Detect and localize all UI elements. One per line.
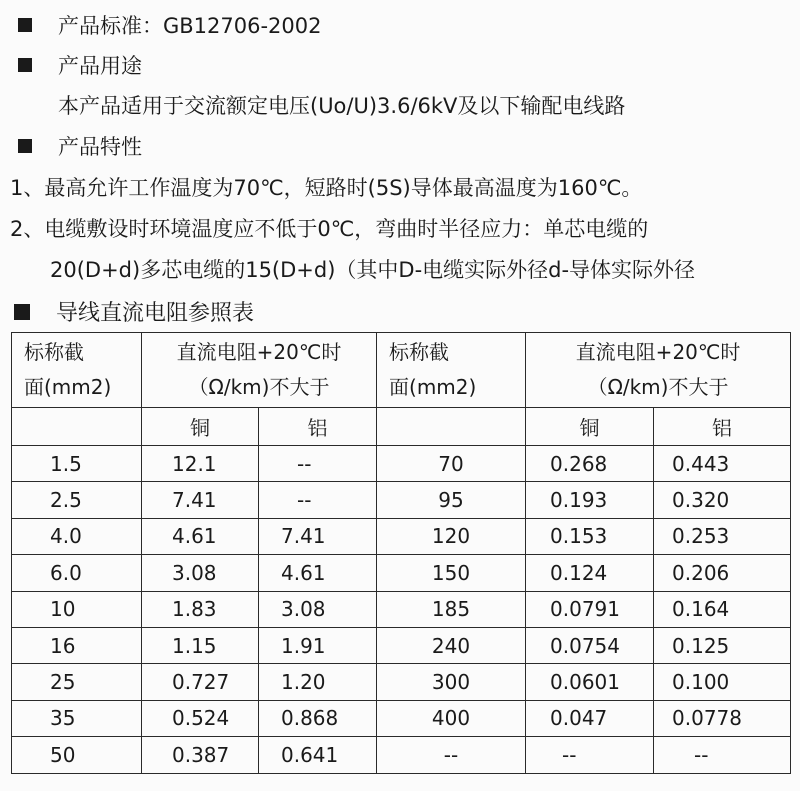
cell-s2: 120 [377,518,526,554]
header-aluminum-1: 铝 [259,408,377,446]
usage-heading-line [18,50,142,80]
table-row [12,591,791,627]
cell-cu2: 0.0601 [526,664,654,700]
bullet-square-icon [18,139,32,153]
cell-s2: 400 [377,700,526,736]
cell-cu1: 0.387 [142,737,259,773]
cell-al2: 0.125 [654,627,791,663]
cell-cu2: 0.0754 [526,627,654,663]
header-section-1 [12,333,142,408]
header-copper-1: 铜 [142,408,259,446]
cell-s2: 150 [377,555,526,591]
cell-s1: 4.0 [12,518,142,554]
cell-cu1: 3.08 [142,555,259,591]
cell-s2: 240 [377,627,526,663]
cell-al2: 0.0778 [654,700,791,736]
cell-cu1: 1.15 [142,627,259,663]
cell-s1: 16 [12,627,142,663]
cell-cu2: 0.193 [526,482,654,518]
cell-al1: 4.61 [259,555,377,591]
cell-al1: 7.41 [259,518,377,554]
cell-al2: 0.100 [654,664,791,700]
standard-text: 产品标准：GB12706-2002 [58,14,322,38]
cell-cu2: 0.0791 [526,591,654,627]
cell-cu2: 0.124 [526,555,654,591]
cell-s1: 35 [12,700,142,736]
cell-al1: 0.868 [259,700,377,736]
cell-al2: 0.320 [654,482,791,518]
cell-al1: 0.641 [259,737,377,773]
table-heading-line [14,296,254,327]
cell-al2: 0.206 [654,555,791,591]
cell-al2: 0.164 [654,591,791,627]
cell-cu1: 0.524 [142,700,259,736]
feature-2-continued: 20(D+d)多芯电缆的15(D+d)（其中D-电缆实际外径d-导体实际外径 [50,258,696,282]
header-aluminum-2: 铝 [654,408,791,446]
cell-s2: 70 [377,446,526,482]
header-resistance-1-line2: （Ω/km)不大于 [188,375,330,399]
table-row [12,555,791,591]
header-section-2-line1: 标称截 [389,340,450,364]
cell-cu2: 0.047 [526,700,654,736]
cell-s2: 300 [377,664,526,700]
table-row [12,482,791,518]
header-section-1-line2: 面(mm2) [24,375,112,399]
cell-s1: 50 [12,737,142,773]
resistance-table [11,332,791,774]
cell-cu1: 12.1 [142,446,259,482]
cell-s1: 25 [12,664,142,700]
header-blank-1 [12,408,142,446]
header-copper-2: 铜 [526,408,654,446]
feature-1: 1、最高允许工作温度为70℃，短路时(5S)导体最高温度为160℃。 [10,176,643,200]
usage-text: 本产品适用于交流额定电压(Uo/U)3.6/6kV及以下输配电线路 [58,94,626,118]
features-heading: 产品特性 [58,135,142,159]
cell-cu2: 0.153 [526,518,654,554]
cell-al1: 1.20 [259,664,377,700]
header-resistance-1 [142,333,377,408]
cell-s1: 6.0 [12,555,142,591]
cell-s1: 1.5 [12,446,142,482]
cell-al2: 0.253 [654,518,791,554]
header-blank-2 [377,408,526,446]
header-section-1-line1: 标称截 [24,340,84,364]
header-resistance-2-line2: （Ω/km)不大于 [587,375,729,399]
header-resistance-2-line1: 直流电阻+20℃时 [575,340,741,364]
usage-heading: 产品用途 [58,54,142,78]
table-row [12,737,791,773]
bullet-square-icon [18,18,32,32]
cell-cu2: -- [526,737,654,773]
cell-al2: -- [654,737,791,773]
table-row [12,700,791,736]
cell-al1: 3.08 [259,591,377,627]
table-heading: 导线直流电阻参照表 [56,301,255,326]
table-row [12,664,791,700]
table-row [12,627,791,663]
standard-line [18,10,322,40]
cell-al1: -- [259,482,377,518]
cell-cu2: 0.268 [526,446,654,482]
table-row [12,446,791,482]
header-resistance-1-line1: 直流电阻+20℃时 [176,340,342,364]
header-section-2-line2: 面(mm2) [389,375,477,399]
bullet-square-icon [18,58,32,72]
features-heading-line [18,131,142,161]
cell-s1: 2.5 [12,482,142,518]
header-resistance-2 [526,333,791,408]
cell-s1: 10 [12,591,142,627]
cell-s2: 185 [377,591,526,627]
cell-cu1: 4.61 [142,518,259,554]
cell-al1: 1.91 [259,627,377,663]
cell-s2: -- [377,737,526,773]
cell-s2: 95 [377,482,526,518]
cell-cu1: 7.41 [142,482,259,518]
cell-al1: -- [259,446,377,482]
bullet-square-icon [14,304,30,320]
cell-al2: 0.443 [654,446,791,482]
cell-cu1: 1.83 [142,591,259,627]
feature-2: 2、电缆敷设时环境温度应不低于0℃，弯曲时半径应力：单芯电缆的 [10,217,649,241]
cell-cu1: 0.727 [142,664,259,700]
header-section-2 [377,333,526,408]
table-row [12,518,791,554]
